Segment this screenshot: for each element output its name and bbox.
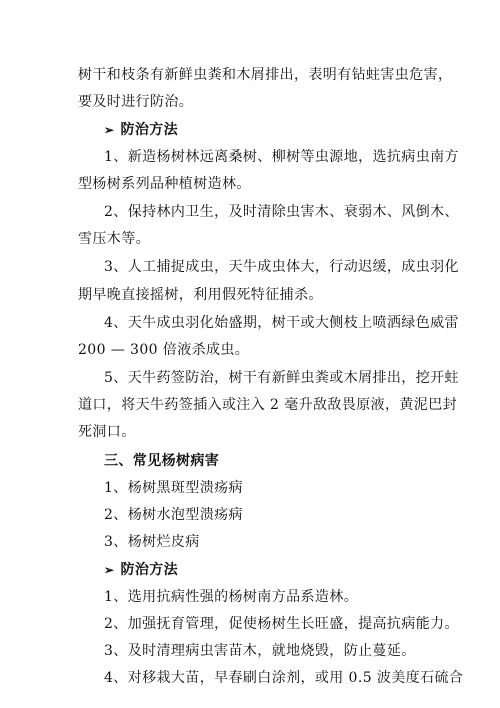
- prevention-item-1-line-2: 型杨树系列品种植树造林。: [78, 176, 251, 192]
- disease-prevention-item-1: 1、选用抗病性强的杨树南方品系造林。: [104, 589, 359, 605]
- arrow-bullet-icon: ➢: [104, 123, 115, 137]
- heading-text: 防治方法: [120, 122, 179, 138]
- section-heading-prevention-1: [104, 121, 178, 139]
- disease-prevention-item-4: 4、对移栽大苗，早春刷白涂剂，或用 0.5 波美度石硫合: [104, 670, 464, 686]
- heading-text: 防治方法: [120, 562, 179, 578]
- prevention-item-3-line-1: 3、人工捕捉成虫，天牛成虫体大，行动迟缓，成虫羽化: [104, 259, 459, 275]
- prevention-item-4-line-2: 200 — 300 倍液杀成虫。: [78, 342, 250, 358]
- prevention-item-4-line-1: 4、天牛成虫羽化始盛期，树干或大侧枝上喷洒绿色威雷: [104, 315, 459, 331]
- intro-line-2: 要及时进行防治。: [78, 94, 194, 110]
- prevention-item-5-line-1: 5、天牛药签防治，树干有新鲜虫粪或木屑排出，挖开蛀: [104, 370, 459, 386]
- prevention-item-2-line-2: 雪压木等。: [78, 231, 150, 247]
- disease-prevention-item-2: 2、加强抚育管理，促使杨树生长旺盛，提高抗病能力。: [104, 616, 459, 632]
- disease-item-3: 3、杨树烂皮病: [104, 534, 200, 550]
- disease-item-2: 2、杨树水泡型溃疡病: [104, 507, 243, 523]
- prevention-item-1-line-1: 1、新造杨树林远离桑树、柳树等虫源地，选抗病虫南方: [104, 149, 459, 165]
- section-heading-diseases: 三、常见杨树病害: [104, 453, 220, 469]
- arrow-bullet-icon: ➢: [104, 563, 115, 577]
- intro-line-1: 树干和枝条有新鲜虫粪和木屑排出，表明有钻蛀害虫危害，: [78, 67, 453, 83]
- disease-item-1: 1、杨树黑斑型溃疡病: [104, 480, 243, 496]
- prevention-item-3-line-2: 期早晚直接摇树，利用假死特征捕杀。: [78, 287, 323, 303]
- prevention-item-5-line-3: 死洞口。: [78, 424, 136, 440]
- prevention-item-5-line-2: 道口，将天牛药签插入或注入 2 毫升敌敌畏原液，黄泥巴封: [78, 397, 458, 413]
- disease-prevention-item-3: 3、及时清理病虫害苗木，就地烧毁，防止蔓延。: [104, 643, 416, 659]
- prevention-item-2-line-1: 2、保持林内卫生，及时清除虫害木、衰弱木、风倒木、: [104, 204, 459, 220]
- section-heading-prevention-2: [104, 561, 178, 579]
